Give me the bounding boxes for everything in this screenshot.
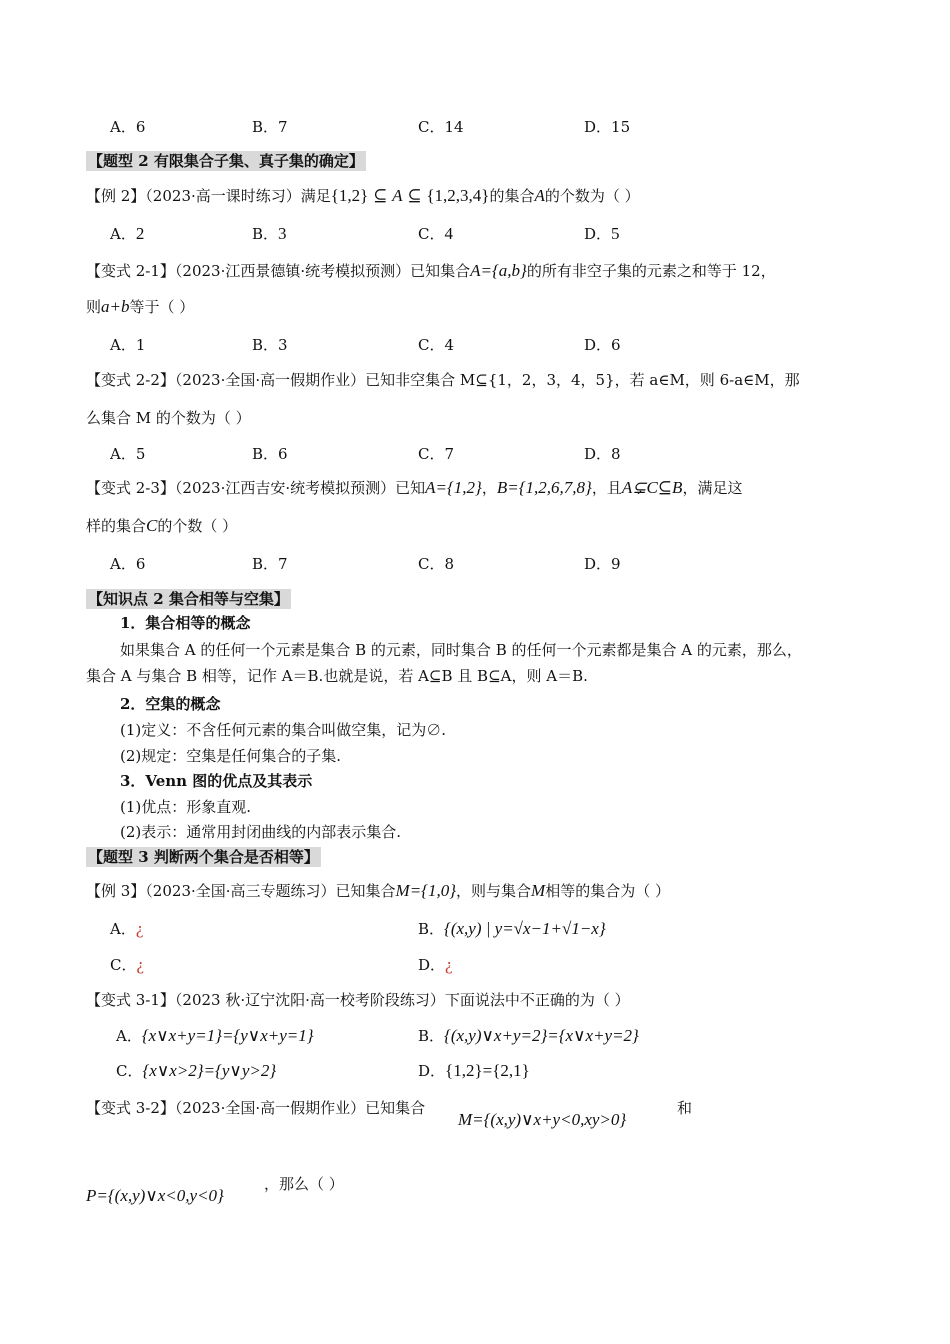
v31-option-c — [116, 1061, 276, 1081]
v31-option-b-label: B． — [418, 1027, 445, 1045]
v21-line2-prefix: 则 — [86, 298, 102, 316]
kp2-para-4: (2)规定：空集是任何集合的子集. — [120, 747, 342, 765]
ex2-option-a — [110, 224, 144, 244]
ex2-subset-symbol-2: ⊆ — [407, 186, 422, 205]
ex3-option-a-value: ¿ — [135, 919, 144, 938]
v23-suffix: ，满足这 — [682, 479, 743, 497]
ex3-set-m: M — [531, 881, 546, 900]
v21-option-d: D．6 — [584, 336, 621, 354]
ex3-set: M={1,0} — [395, 881, 457, 900]
variant-2-1-line2 — [86, 297, 194, 317]
v32-suffix: ，那么（ ） — [264, 1175, 344, 1193]
ex3-option-d — [418, 955, 453, 975]
v23-option-a: A．6 — [110, 555, 146, 573]
v21-set: A={a,b} — [470, 261, 527, 280]
ex3-option-a-label: A． — [110, 920, 136, 938]
ex3-option-c-label: C． — [110, 956, 137, 974]
v23-set-c: C — [146, 516, 158, 535]
v23-line2-prefix: 样的集合 — [86, 517, 147, 535]
ex2-option-c-value: 4 — [444, 224, 453, 243]
ex3-option-b-label: B． — [418, 920, 445, 938]
example-3-stem — [86, 881, 670, 901]
ex2-option-c — [418, 224, 453, 244]
v23-set-a: A={1,2} — [425, 478, 482, 497]
v23-relation: A⊊C⊆B — [621, 478, 683, 497]
v23-mid: ，且 — [591, 479, 622, 497]
option-d: D．15 — [584, 118, 631, 136]
v32-set-m: M={(x,y)∨x+y<0,xy>0} — [458, 1110, 627, 1129]
ex3-option-b — [418, 919, 606, 939]
ex2-prefix: 【例 2】（2023·高一课时练习）满足 — [86, 187, 331, 205]
v23-set-b: B={1,2,6,7,8} — [496, 478, 592, 497]
v31-option-a-value: {x∨x+y=1}={y∨x+y=1} — [141, 1026, 314, 1045]
kp2-heading-3: 3．Venn 图的优点及其表示 — [120, 772, 313, 790]
v31-option-a-label: A． — [116, 1027, 142, 1045]
section-header-type3: 【题型 3 判断两个集合是否相等】 — [88, 848, 319, 866]
ex2-option-c-label: C． — [418, 225, 445, 243]
v23-option-b: B．7 — [252, 555, 288, 573]
v31-option-b-value: {(x,y)∨x+y=2}={x∨x+y=2} — [444, 1026, 639, 1045]
variant-2-3-line2 — [86, 516, 237, 536]
ex3-option-d-label: D． — [418, 956, 446, 974]
v21-option-c: C．4 — [418, 336, 455, 354]
option-c: C．14 — [418, 118, 464, 136]
v31-option-d-value: {1,2}={2,1} — [445, 1061, 530, 1080]
v21-line2-suffix: 等于（ ） — [129, 298, 195, 316]
v22-option-b: B．6 — [252, 445, 288, 463]
v21-option-b: B．3 — [252, 336, 288, 354]
kp2-para-5: (1)优点：形象直观. — [120, 798, 252, 816]
kp2-heading-2: 2．空集的概念 — [120, 695, 221, 713]
v21-option-a: A．1 — [110, 336, 146, 354]
v22-option-c: C．7 — [418, 445, 455, 463]
kp2-para-2: 集合 A 与集合 B 相等，记作 A＝B.也就是说，若 A⊆B 且 B⊆A，则 A＝B. — [86, 667, 588, 685]
v32-and: 和 — [677, 1099, 693, 1117]
ex3-option-c — [110, 955, 144, 975]
ex3-prefix: 【例 3】（2023·全国·高三专题练习）已知集合 — [86, 882, 396, 900]
kp2-heading-1: 1．集合相等的概念 — [120, 614, 251, 632]
v31-option-a — [116, 1026, 314, 1046]
ex3-option-a — [110, 919, 143, 939]
ex3-option-b-value: {(x,y) | y=√x−1+√1−x} — [444, 919, 606, 938]
section-header-kp2: 【知识点 2 集合相等与空集】 — [88, 590, 289, 608]
example-2-stem — [86, 186, 640, 206]
ex2-set-a-ref: A — [534, 186, 545, 205]
ex3-suffix: ，则与集合 — [456, 882, 532, 900]
ex2-option-d — [584, 224, 620, 244]
section-header-type2: 【题型 2 有限集合子集、真子集的确定】 — [88, 152, 364, 170]
kp2-para-3: (1)定义：不含任何元素的集合叫做空集，记为∅. — [120, 721, 447, 739]
v31-option-c-value: {x∨x>2}={y∨y>2} — [142, 1061, 277, 1080]
ex2-option-d-label: D． — [584, 225, 612, 243]
v22-option-a: A．5 — [110, 445, 146, 463]
kp2-para-1: 如果集合 A 的任何一个元素是集合 B 的元素，同时集合 B 的任何一个元素都是集合 A 的元素，那么， — [120, 641, 802, 659]
ex2-subset-symbol: ⊆ — [373, 186, 388, 205]
v21-suffix: 的所有非空子集的元素之和等于 12， — [526, 262, 776, 280]
v23-line2-suffix: 的个数（ ） — [157, 517, 238, 535]
v32-set-p: P={(x,y)∨x<0,y<0} — [86, 1186, 224, 1205]
ex2-set2: {1,2,3,4} — [426, 186, 490, 205]
ex2-set-a: A — [392, 186, 403, 205]
v31-option-d-label: D． — [418, 1062, 446, 1080]
v23-option-d: D．9 — [584, 555, 621, 573]
option-b: B．7 — [252, 118, 288, 136]
variant-2-3-stem — [86, 478, 742, 498]
v23-prefix: 【变式 2-3】（2023·江西吉安·统考模拟预测）已知 — [86, 479, 426, 497]
v23-comma: ， — [481, 479, 497, 497]
ex2-suffix: 的集合 — [489, 187, 535, 205]
ex2-suffix2: 的个数为（ ） — [544, 187, 640, 205]
variant-3-2-stem: 【变式 3-2】（2023·全国·高一假期作业）已知集合 — [86, 1099, 426, 1117]
v21-expr: a+b — [101, 297, 130, 316]
ex2-option-b-label: B． — [252, 225, 279, 243]
variant-2-1-stem — [86, 261, 776, 281]
v21-prefix: 【变式 2-1】（2023·江西景德镇·统考模拟预测）已知集合 — [86, 262, 471, 280]
variant-2-2-stem: 【变式 2-2】（2023·全国·高一假期作业）已知非空集合 M⊆{1，2，3，4，5}，若 a∈M，则 6-a∈M，那 — [86, 371, 800, 389]
v23-option-c: C．8 — [418, 555, 455, 573]
kp2-para-6: (2)表示：通常用封闭曲线的内部表示集合. — [120, 823, 402, 841]
variant-2-2-line2: 么集合 M 的个数为（ ） — [86, 409, 251, 427]
ex3-option-d-value: ¿ — [445, 955, 453, 974]
ex3-option-c-value: ¿ — [136, 955, 145, 974]
ex2-set1: {1,2} — [330, 186, 369, 205]
option-a: A．6 — [110, 118, 146, 136]
v31-option-b — [418, 1026, 639, 1046]
v22-option-d: D．8 — [584, 445, 621, 463]
ex3-suffix2: 相等的集合为（ ） — [545, 882, 670, 900]
ex2-option-a-label: A． — [110, 225, 136, 243]
variant-3-1-stem: 【变式 3-1】（2023 秋·辽宁沈阳·高一校考阶段练习）下面说法中不正确的为（ ） — [86, 991, 630, 1009]
ex2-option-a-value: 2 — [135, 224, 145, 243]
v31-option-c-label: C． — [116, 1062, 143, 1080]
ex2-option-b-value: 3 — [278, 224, 287, 243]
v31-option-d — [418, 1061, 530, 1081]
ex2-option-b — [252, 224, 287, 244]
ex2-option-d-value: 5 — [611, 224, 620, 243]
